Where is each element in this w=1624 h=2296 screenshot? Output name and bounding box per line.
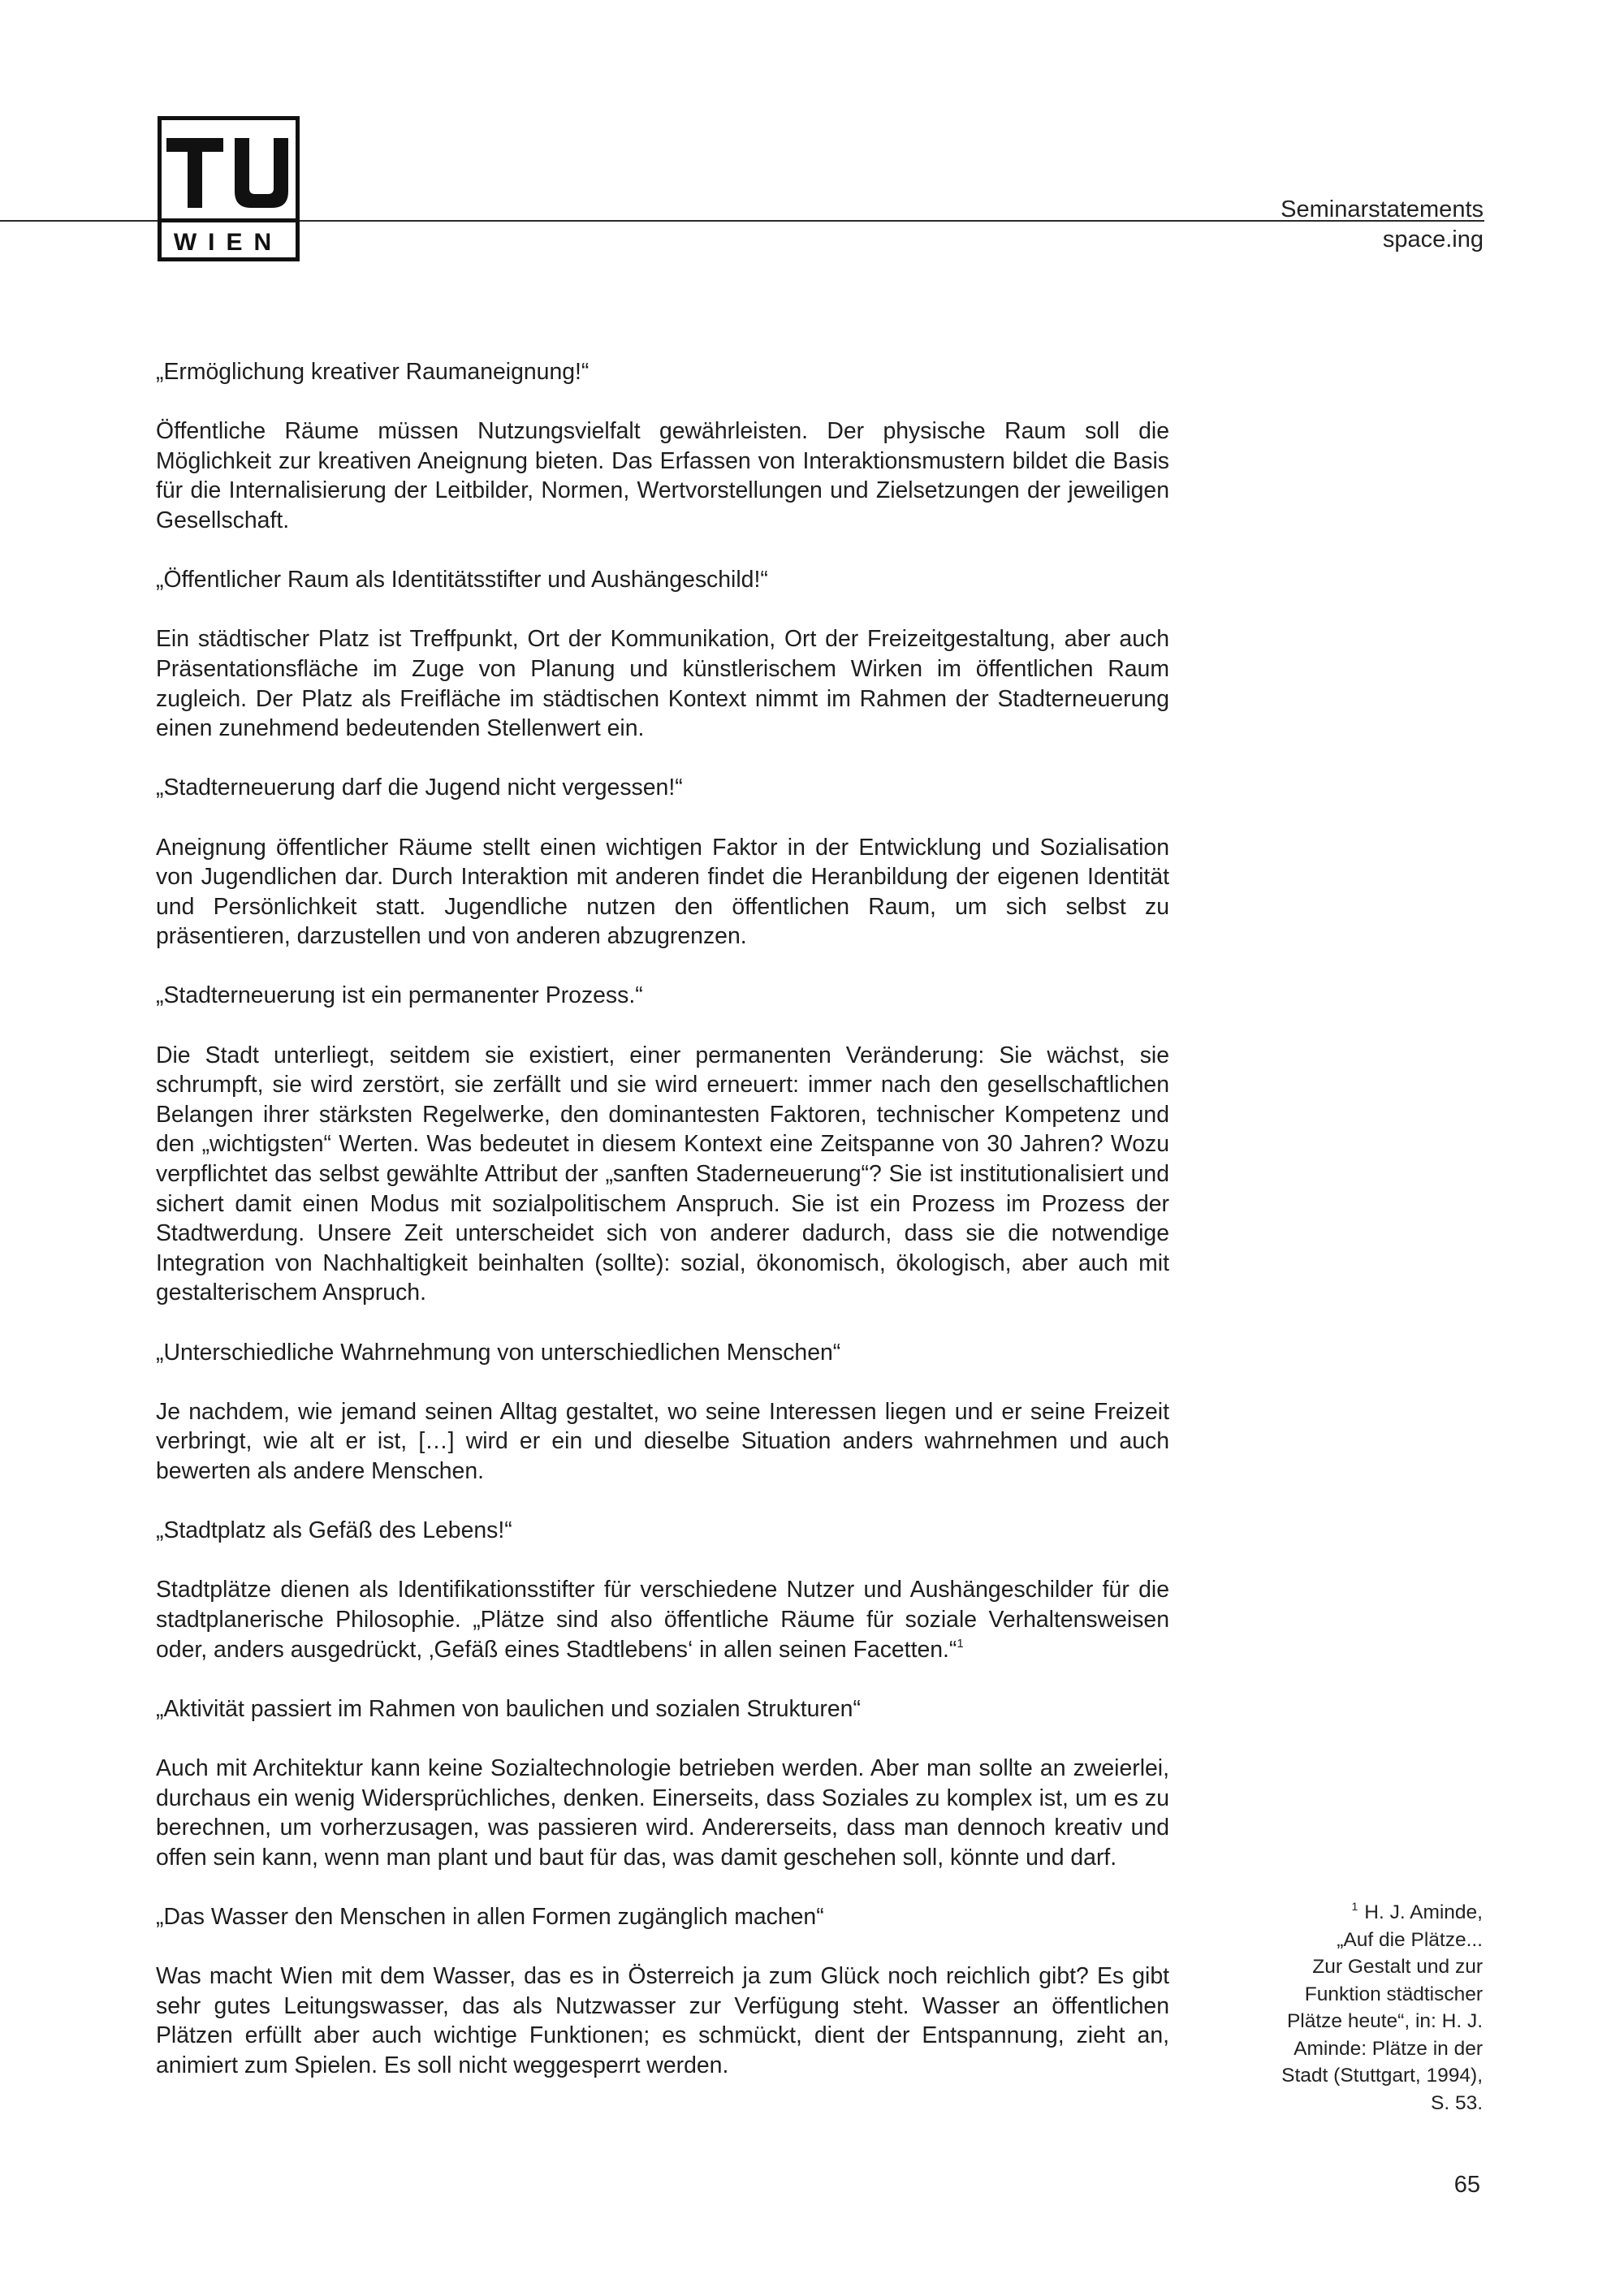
footnote [1247, 1899, 1483, 2117]
statement-body: Was macht Wien mit dem Wasser, das es in Österreich ja zum Glück noch reichlich gibt? Es gibt sehr gutes Leitungswasser, das als Nutzwasser zur Verfügung steht. Wasser an öffentlichen Plätzen erfüllt aber auch wichtige Funktionen; es schmückt, dient der Entspannung, zieht an, animiert zum Spielen. Es soll nicht weggesperrt werden. [156, 1963, 1169, 2078]
statement-body: Öffentliche Räume müssen Nutzungsvielfalt gewährleisten. Der physische Raum soll die Möglichkeit zur kreativen Aneignung bieten. Das Erfassen von Interaktionsmustern bildet die Basis für die Internalisierung der Leitbilder, Normen, Wertvorstellungen und Zielsetzungen der jeweiligen Gesellschaft. [156, 418, 1169, 533]
statement-body: Die Stadt unterliegt, seitdem sie existiert, einer permanenten Veränderung: Sie wächst, sie schrumpft, sie wird zerstört, sie zerfällt und sie wird erneuert: immer nach den gesellschaftlichen Belangen ihrer stärksten Regelwerke, den dominantesten Faktoren, technischer Kompetenz und den „wichtigsten“ Werten. Was bedeutet in diesem Kontext eine Zeitspanne von 30 Jahren? Wozu verpflichtet das selbst gewählte Attribut der „sanften Staderneuerung“? Sie ist institutionalisiert und sichert damit einen Modus mit sozialpolitischem Anspruch. Sie ist ein Prozess im Prozess der Stadtwerdung. Unsere Zeit unterscheidet sich von anderer dadurch, dass sie die notwendige Integration von Nachhaltigkeit beinhalten (sollte): sozial, ökonomisch, ökologisch, aber auch mit gestalterischem Anspruch. [156, 1042, 1169, 1306]
statement-heading: „Stadterneuerung ist ein permanenter Prozess.“ [156, 982, 643, 1009]
statement-heading: „Unterschiedliche Wahrnehmung von unterschiedlichen Menschen“ [156, 1339, 841, 1366]
footnote-line: Stadt (Stuttgart, 1994), [1281, 2065, 1483, 2087]
header-publication: space.ing [1382, 227, 1484, 252]
statement-body: Ein städtischer Platz ist Treffpunkt, Ort der Kommunikation, Ort der Freizeitgestaltung, aber auch Präsentationsfläche im Zuge von Planung und künstlerischem Wirken im öffentlichen Raum zugleich. Der Platz als Freifläche im städtischen Kontext nimmt im Rahmen der Stadterneuerung einen zunehmend bedeutenden Stellenwert ein. [156, 626, 1169, 742]
statement-heading: „Aktivität passiert im Rahmen von baulichen und sozialen Strukturen“ [156, 1695, 861, 1722]
statement-body-text: Stadtplätze dienen als Identifikationsstifter für verschiedene Nutzer und Aushängeschilder für die stadtplanerische Philosophie. „Plätze sind also öffentliche Räume für soziale Verhaltensweisen oder, anders ausgedrückt, ‚Gefäß eines Stadtlebens‘ in allen seinen Facetten.“ [156, 1577, 1169, 1663]
statement-heading: „Öffentlicher Raum als Identitätsstifter und Aushängeschild!“ [156, 567, 768, 593]
statement-heading: „Das Wasser den Menschen in allen Formen zugänglich machen“ [156, 1903, 824, 1930]
header-series-title: Seminarstatements [1281, 196, 1484, 222]
footnote-line: „Auf die Plätze... [1337, 1928, 1483, 1951]
statement-heading: „Stadtplatz als Gefäß des Lebens!“ [156, 1517, 512, 1544]
tu-wien-logo-icon [162, 120, 296, 257]
statement-heading: „Stadterneuerung darf die Jugend nicht vergessen!“ [156, 775, 683, 801]
footnote-line: Aminde: Plätze in der [1294, 2037, 1483, 2060]
statement-body: Je nachdem, wie jemand seinen Alltag gestaltet, wo seine Interessen liegen und er seine Freizeit verbringt, wie alt er ist, […] wird er ein und dieselbe Situation anders wahrnehmen und auch bewerten als andere Menschen. [156, 1398, 1169, 1484]
statement-body-with-footnote [156, 1575, 1169, 1664]
footnote-line: Funktion städtischer [1304, 1983, 1483, 2005]
page-number: 65 [1453, 2172, 1480, 2198]
header-info [1281, 195, 1484, 255]
statement-heading: „Ermöglichung kreativer Raumaneignung!“ [156, 359, 590, 385]
logo-wien-text: WIEN [173, 229, 283, 256]
statement-body: Aneignung öffentlicher Räume stellt einen wichtigen Faktor in der Entwicklung und Sozialisation von Jugendlichen dar. Durch Interaktion mit anderen findet die Heranbildung der eigenen Identität und Persönlichkeit statt. Jugendliche nutzen den öffentlichen Raum, um sich selbst zu präsentieren, darzustellen und von anderen abzugrenzen. [156, 834, 1169, 950]
footnote-line: S. 53. [1430, 2091, 1483, 2114]
footnote-line: Zur Gestalt und zur [1312, 1956, 1483, 1978]
main-text [156, 357, 1169, 2080]
footnote-reference: 1 [957, 1636, 964, 1651]
footnote-line: $^1$ H. J. Aminde, [1351, 1900, 1483, 1923]
statement-body: Auch mit Architektur kann keine Sozialtechnologie betrieben werden. Aber man sollte an zweierlei, durchaus ein wenig Widersprüchliches, denken. Einerseits, dass Soziales zu komplex ist, um es zu berechnen, um vorherzusagen, was passieren wird. Andererseits, dass man dennoch kreativ und offen sein kann, wenn man plant und baut für das, was damit geschehen soll, könnte und darf. [156, 1754, 1169, 1871]
footnote-line: Plätze heute“, in: H. J. [1286, 2010, 1483, 2032]
tu-wien-logo [158, 116, 300, 261]
footnote-marker: 1 [1351, 1900, 1358, 1913]
